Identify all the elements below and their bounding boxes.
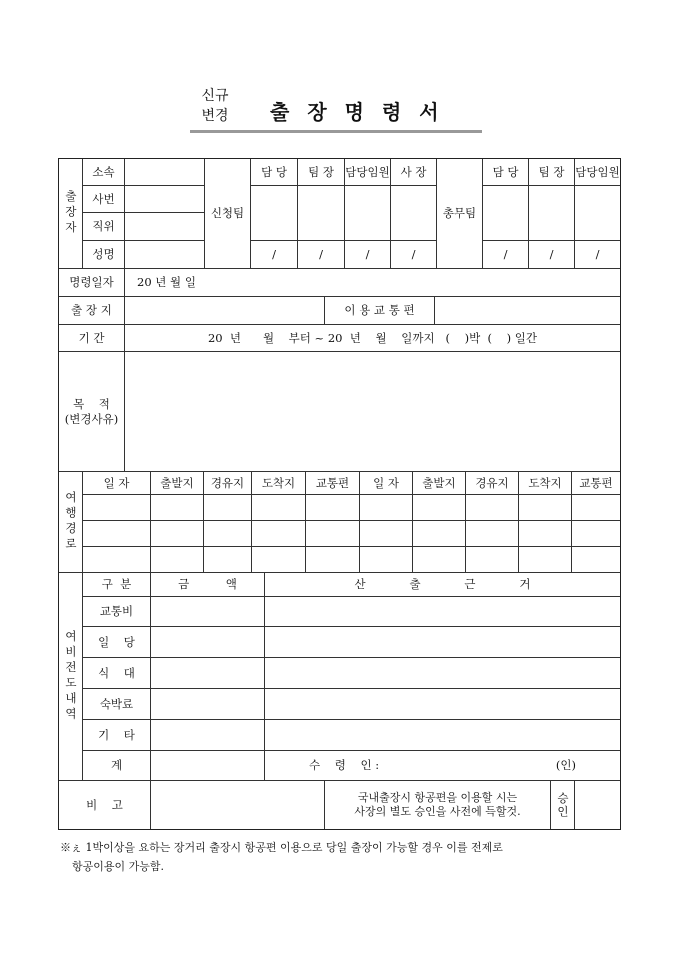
route-header-date-1: 일 자 — [83, 472, 151, 495]
route-cell[interactable] — [572, 495, 620, 521]
admin-team-label: 총무팀 — [437, 159, 483, 269]
remarks-note-line2: 사장의 별도 승인을 사전에 득할것. — [354, 805, 521, 818]
route-section-label: 여행경로 — [59, 472, 83, 573]
destination-label: 출 장 지 — [59, 297, 125, 325]
field-value-dept[interactable] — [125, 159, 205, 186]
footer-note-line2: 항공이용이 가능함. — [72, 860, 165, 873]
expense-item-daily: 일 당 — [83, 627, 151, 658]
route-cell[interactable] — [360, 521, 413, 547]
route-cell[interactable] — [360, 495, 413, 521]
field-value-name[interactable] — [125, 241, 205, 269]
route-cell[interactable] — [413, 547, 466, 573]
approver-sign-3[interactable] — [345, 186, 391, 241]
route-cell[interactable] — [306, 547, 360, 573]
transport-label: 이 용 교 통 편 — [325, 297, 435, 325]
route-cell[interactable] — [572, 521, 620, 547]
expense-basis-cell[interactable] — [265, 720, 620, 751]
route-cell[interactable] — [306, 521, 360, 547]
approver-date-4[interactable]: / — [391, 241, 437, 269]
field-label-empno: 사번 — [83, 186, 125, 213]
approver-sign-2[interactable] — [298, 186, 345, 241]
route-header-arrive-2: 도착지 — [519, 472, 572, 495]
purpose-label-cell — [59, 352, 125, 472]
expense-basis-cell[interactable] — [265, 658, 620, 689]
order-date-value[interactable]: 20 년 월 일 — [125, 269, 620, 297]
admin-approver-label-3: 담당임원 — [575, 159, 620, 186]
route-cell[interactable] — [413, 495, 466, 521]
route-header-depart-2: 출발지 — [413, 472, 466, 495]
form-type — [190, 86, 240, 126]
applicant-section-label: 출장자 — [59, 159, 83, 269]
remarks-label: 비 고 — [59, 781, 151, 829]
route-cell[interactable] — [306, 495, 360, 521]
transport-value[interactable] — [435, 297, 620, 325]
remarks-note — [325, 781, 551, 829]
expense-amount-cell[interactable] — [151, 720, 265, 751]
approver-sign-4[interactable] — [391, 186, 437, 241]
purpose-value[interactable] — [125, 352, 620, 472]
expense-header-category: 구 분 — [83, 573, 151, 597]
admin-sign-1[interactable] — [483, 186, 529, 241]
expense-amount-cell[interactable] — [151, 597, 265, 627]
route-cell[interactable] — [204, 547, 252, 573]
route-cell[interactable] — [466, 495, 519, 521]
admin-date-1[interactable]: / — [483, 241, 529, 269]
expense-item-other: 기 타 — [83, 720, 151, 751]
route-cell[interactable] — [252, 495, 306, 521]
route-header-date-2: 일 자 — [360, 472, 413, 495]
form-type-new: 신규 — [201, 88, 229, 104]
route-header-via-2: 경유지 — [466, 472, 519, 495]
period-value[interactable]: 20 년 월 부터 ~ 20 년 월 일까지 ( )박 ( ) 일간 — [125, 325, 620, 352]
approval-label: 승인 — [551, 781, 575, 829]
field-label-position: 직위 — [83, 213, 125, 241]
expense-basis-cell[interactable] — [265, 597, 620, 627]
route-cell[interactable] — [519, 547, 572, 573]
remarks-note-line1: 국내출장시 항공편을 이용할 시는 — [357, 790, 518, 804]
expense-section-label: 여비전도내역 — [59, 573, 83, 781]
expense-item-transport: 교통비 — [83, 597, 151, 627]
form-frame — [58, 158, 621, 830]
title-area — [190, 86, 482, 133]
form-type-change: 변경 — [201, 108, 229, 124]
purpose-sublabel: (변경사유) — [64, 411, 119, 426]
receiver-cell[interactable] — [265, 751, 620, 781]
approver-label-4: 사 장 — [391, 159, 437, 186]
route-header-via-1: 경유지 — [204, 472, 252, 495]
route-cell[interactable] — [360, 547, 413, 573]
page-title: 출장명령서 — [270, 100, 457, 124]
approver-label-2: 팀 장 — [298, 159, 345, 186]
route-header-depart-1: 출발지 — [151, 472, 204, 495]
route-cell[interactable] — [252, 547, 306, 573]
approver-date-1[interactable]: / — [251, 241, 298, 269]
route-cell[interactable] — [413, 521, 466, 547]
route-cell[interactable] — [572, 547, 620, 573]
route-cell[interactable] — [204, 495, 252, 521]
approver-label-3: 담당임원 — [345, 159, 391, 186]
route-cell[interactable] — [519, 495, 572, 521]
footer-note-line1: ※ぇ 1박이상을 요하는 장거리 출장시 항공편 이용으로 당일 출장이 가능할 경우 이를 전제로 — [60, 841, 503, 854]
approver-date-2[interactable]: / — [298, 241, 345, 269]
footer-note — [60, 838, 625, 876]
admin-sign-2[interactable] — [529, 186, 575, 241]
expense-basis-cell[interactable] — [265, 627, 620, 658]
expense-item-meal: 식 대 — [83, 658, 151, 689]
expense-amount-cell[interactable] — [151, 627, 265, 658]
route-cell[interactable] — [466, 547, 519, 573]
admin-approver-label-2: 팀 장 — [529, 159, 575, 186]
route-header-transport-2: 교통편 — [572, 472, 620, 495]
expense-amount-cell[interactable] — [151, 658, 265, 689]
period-label: 기 간 — [59, 325, 125, 352]
purpose-label: 목 적 — [73, 396, 110, 411]
route-cell[interactable] — [204, 521, 252, 547]
approval-sign[interactable] — [575, 781, 620, 829]
remarks-value[interactable] — [151, 781, 325, 829]
field-label-dept: 소속 — [83, 159, 125, 186]
route-cell[interactable] — [519, 521, 572, 547]
route-header-arrive-1: 도착지 — [252, 472, 306, 495]
admin-date-3[interactable]: / — [575, 241, 620, 269]
approver-date-3[interactable]: / — [345, 241, 391, 269]
route-cell[interactable] — [151, 495, 204, 521]
destination-value[interactable] — [125, 297, 325, 325]
route-cell[interactable] — [83, 521, 151, 547]
expense-header-amount: 금 액 — [151, 573, 265, 597]
expense-total-amount[interactable] — [151, 751, 265, 781]
route-cell[interactable] — [466, 521, 519, 547]
route-cell[interactable] — [83, 547, 151, 573]
approver-sign-1[interactable] — [251, 186, 298, 241]
receiver-label: 수 령 인 : — [309, 758, 380, 773]
expense-item-lodging: 숙박료 — [83, 689, 151, 720]
route-cell[interactable] — [252, 521, 306, 547]
field-value-empno[interactable] — [125, 186, 205, 213]
expense-basis-cell[interactable] — [265, 689, 620, 720]
admin-sign-3[interactable] — [575, 186, 620, 241]
approver-label-1: 담 당 — [251, 159, 298, 186]
seal-mark: (인) — [555, 758, 576, 773]
admin-approver-label-1: 담 당 — [483, 159, 529, 186]
expense-amount-cell[interactable] — [151, 689, 265, 720]
expense-header-basis: 산 출 근 거 — [265, 573, 620, 597]
route-cell[interactable] — [83, 495, 151, 521]
admin-date-2[interactable]: / — [529, 241, 575, 269]
field-value-position[interactable] — [125, 213, 205, 241]
field-label-name: 성명 — [83, 241, 125, 269]
order-date-label: 명령일자 — [59, 269, 125, 297]
expense-total-label: 계 — [83, 751, 151, 781]
route-cell[interactable] — [151, 547, 204, 573]
route-cell[interactable] — [151, 521, 204, 547]
applicant-team-label: 신청팀 — [205, 159, 251, 269]
route-header-transport-1: 교통편 — [306, 472, 360, 495]
